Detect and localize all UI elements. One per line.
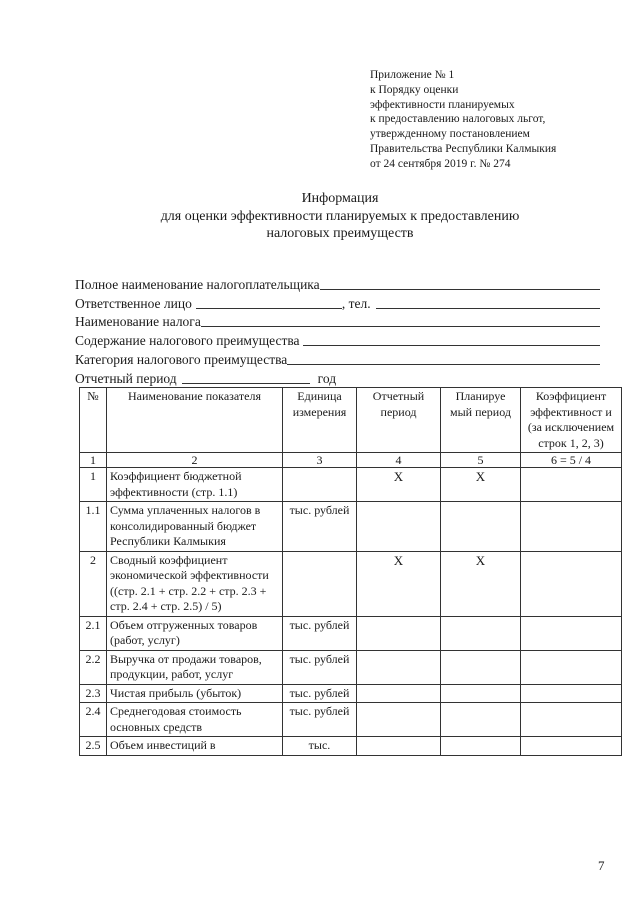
- fill-line[interactable]: [303, 331, 600, 346]
- field-label: Наименование налога: [75, 314, 201, 330]
- title-line: налоговых преимуществ: [266, 226, 414, 241]
- row-reported-cell[interactable]: [357, 616, 441, 650]
- field-label: Категория налогового преимущества: [75, 351, 288, 367]
- row-number: 2.5: [80, 737, 107, 756]
- table-row: [80, 684, 622, 703]
- table-row: [80, 551, 622, 616]
- row-unit: тыс. рублей: [283, 650, 357, 684]
- column-number: 4: [357, 453, 441, 468]
- field-tax-name: [75, 312, 600, 331]
- column-number: 6 = 5 / 4: [521, 453, 622, 468]
- column-number: 2: [107, 453, 283, 468]
- row-unit: тыс. рублей: [283, 703, 357, 737]
- column-header: Наименование показателя: [107, 388, 283, 453]
- row-coefficient-cell[interactable]: [521, 737, 622, 756]
- table-row: [80, 502, 622, 552]
- row-indicator: Выручка от продажи товаров, продукции, работ, услуг: [107, 650, 283, 684]
- row-number: 2.1: [80, 616, 107, 650]
- row-planned-cell[interactable]: X: [441, 551, 521, 616]
- document-title: [80, 190, 600, 243]
- row-coefficient-cell[interactable]: [521, 551, 622, 616]
- row-reported-cell[interactable]: X: [357, 551, 441, 616]
- row-planned-cell[interactable]: [441, 502, 521, 552]
- field-taxpayer-name: [75, 274, 600, 293]
- row-number: 2: [80, 551, 107, 616]
- fill-line[interactable]: [320, 275, 600, 290]
- row-coefficient-cell[interactable]: [521, 616, 622, 650]
- row-indicator: Сумма уплаченных налогов в консолидированный бюджет Республики Калмыкия: [107, 502, 283, 552]
- column-number-row: [80, 453, 622, 468]
- row-planned-cell[interactable]: [441, 737, 521, 756]
- row-reported-cell[interactable]: [357, 502, 441, 552]
- row-planned-cell[interactable]: [441, 684, 521, 703]
- fill-line[interactable]: [182, 369, 310, 384]
- page-number: 7: [598, 858, 605, 873]
- row-indicator: Объем инвестиций в: [107, 737, 283, 756]
- column-number: 3: [283, 453, 357, 468]
- row-indicator: Среднегодовая стоимость основных средств: [107, 703, 283, 737]
- column-header: №: [80, 388, 107, 453]
- appendix-line: к Порядку оценки: [370, 83, 459, 96]
- appendix-note: [370, 68, 620, 172]
- appendix-line: эффективности планируемых: [370, 98, 515, 111]
- field-label: год: [317, 370, 337, 386]
- column-header: Отчетный период: [357, 388, 441, 453]
- field-label: , тел.: [341, 295, 371, 311]
- row-unit: тыс. рублей: [283, 502, 357, 552]
- row-number: 2.2: [80, 650, 107, 684]
- row-indicator: Объем отгруженных товаров (работ, услуг): [107, 616, 283, 650]
- row-unit: [283, 468, 357, 502]
- fill-line[interactable]: [287, 350, 600, 365]
- fill-line[interactable]: [376, 294, 600, 309]
- row-number: 2.3: [80, 684, 107, 703]
- fill-line[interactable]: [196, 294, 342, 309]
- table-row: [80, 650, 622, 684]
- table-row: [80, 616, 622, 650]
- fill-line[interactable]: [201, 312, 600, 327]
- column-header: Единица измерения: [283, 388, 357, 453]
- row-coefficient-cell[interactable]: [521, 650, 622, 684]
- row-unit: тыс. рублей: [283, 616, 357, 650]
- column-header: Планируе мый период: [441, 388, 521, 453]
- field-benefit-content: [75, 330, 600, 349]
- field-benefit-category: [75, 349, 600, 368]
- field-label: Полное наименование налогоплательщика: [75, 276, 320, 292]
- row-unit: тыс.: [283, 737, 357, 756]
- column-header: Коэффициент эффективност и (за исключением строк 1, 2, 3): [521, 388, 622, 453]
- title-heading: Информация: [301, 191, 379, 206]
- row-indicator: Чистая прибыль (убыток): [107, 684, 283, 703]
- table-row: [80, 703, 622, 737]
- appendix-line: утвержденному постановлением: [370, 128, 530, 141]
- field-responsible-person: [75, 293, 600, 312]
- appendix-line: Приложение № 1: [370, 69, 455, 81]
- row-unit: [283, 551, 357, 616]
- field-label: Содержание налогового преимущества: [75, 333, 300, 349]
- appendix-line: Правительства Республики Калмыкия: [370, 142, 557, 155]
- row-reported-cell[interactable]: [357, 650, 441, 684]
- table-row: [80, 468, 622, 502]
- row-reported-cell[interactable]: [357, 737, 441, 756]
- field-reporting-period: [75, 368, 600, 387]
- row-reported-cell[interactable]: X: [357, 468, 441, 502]
- column-number: 1: [80, 453, 107, 468]
- row-indicator: Коэффициент бюджетной эффективности (стр. 1.1): [107, 468, 283, 502]
- row-indicator: Сводный коэффициент экономической эффективности ((стр. 2.1 + стр. 2.2 + стр. 2.3 + стр. 2.4 + стр. 2.5) / 5): [107, 551, 283, 616]
- row-number: 2.4: [80, 703, 107, 737]
- row-number: 1.1: [80, 502, 107, 552]
- row-planned-cell[interactable]: [441, 616, 521, 650]
- row-reported-cell[interactable]: [357, 703, 441, 737]
- field-label: Отчетный период: [75, 370, 177, 386]
- row-planned-cell[interactable]: [441, 650, 521, 684]
- row-coefficient-cell[interactable]: [521, 684, 622, 703]
- form-fields: [75, 274, 600, 387]
- row-coefficient-cell[interactable]: [521, 502, 622, 552]
- table-header-row: [80, 388, 622, 453]
- appendix-line: от 24 сентября 2019 г. № 274: [370, 157, 511, 170]
- row-coefficient-cell[interactable]: [521, 468, 622, 502]
- column-number: 5: [441, 453, 521, 468]
- row-planned-cell[interactable]: [441, 703, 521, 737]
- appendix-line: к предоставлению налоговых льгот,: [370, 113, 546, 126]
- table-row: [80, 737, 622, 756]
- field-label: Ответственное лицо: [75, 295, 192, 311]
- row-number: 1: [80, 468, 107, 502]
- row-coefficient-cell[interactable]: [521, 703, 622, 737]
- row-unit: тыс. рублей: [283, 684, 357, 703]
- title-line: для оценки эффективности планируемых к предоставлению: [160, 208, 520, 224]
- row-planned-cell[interactable]: X: [441, 468, 521, 502]
- row-reported-cell[interactable]: [357, 684, 441, 703]
- indicators-table: [79, 387, 622, 756]
